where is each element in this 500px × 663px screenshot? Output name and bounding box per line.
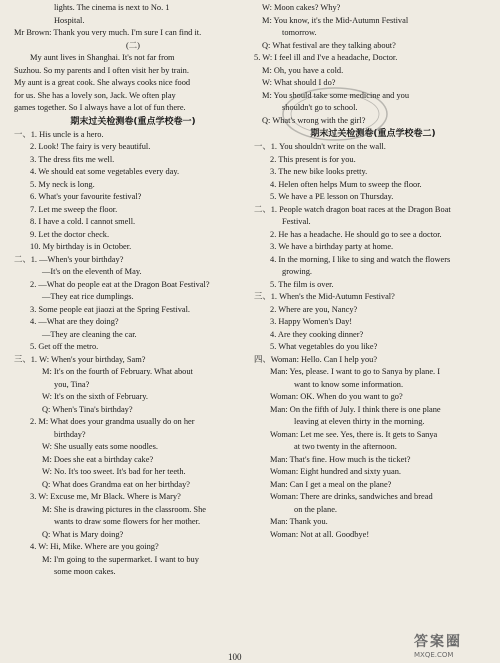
text-line: 5. W: I feel ill and I've a headache, Doctor. [254,53,398,62]
text-line: (二) [126,40,140,50]
text-line: 5. Get off the metro. [30,342,99,351]
text-line: W: What should I do? [262,78,336,87]
text-line: Festival. [282,217,311,226]
text-line: 4. In the morning, I like to sing and watch the flowers [270,254,451,264]
text-line: Suzhou. So my parents and I often visit her by train. [14,65,189,75]
text-line: you, Tina? [54,379,90,389]
right-column [254,2,492,541]
text-line: 3. W: Excuse me, Mr Black. Where is Mary? [30,492,181,501]
stamp-mark [280,84,390,144]
text-line: 4. W: Hi, Mike. Where are you going? [30,542,159,551]
text-line: Woman: Let me see. Yes, there is. It gets to Sanya [270,429,438,439]
text-line: —They are cleaning the car. [42,329,137,339]
section-heading: 期末过关检测卷(重点学校卷二) [310,129,436,139]
text-line: wants to draw some flowers for her mother. [54,517,201,526]
text-line: —They eat rice dumplings. [42,292,134,301]
text-line: lights. The cinema is next to No. 1 [54,3,170,12]
text-line: on the plane. [294,504,338,514]
text-line: 10. My birthday is in October. [30,242,132,251]
text-line: My aunt is a great cook. She always cooks nice food [14,78,191,87]
text-line: 6. What's your favourite festival? [30,192,142,201]
text-line: Man: That's fine. How much is the ticket? [270,454,411,464]
text-line: 三、1. When's the Mid-Autumn Festival? [254,292,395,301]
text-line: Man: Yes, please. I want to go to Sanya by plane. I [270,367,441,376]
text-line: W: No. It's too sweet. It's bad for her teeth. [42,467,186,476]
text-line: 3. Some people eat jiaozi at the Spring Festival. [30,304,191,314]
text-line: shouldn't go to school. [282,103,358,112]
text-line: M: You know, it's the Mid-Autumn Festival [262,15,409,25]
text-line: Q: When's Tina's birthday? [42,404,133,414]
text-line: some moon cakes. [54,567,116,576]
text-line: M: You should take some medicine and you [262,90,410,100]
text-line: M: Oh, you have a cold. [262,65,344,75]
text-line: 4. Are they cooking dinner? [270,329,364,339]
text-line: 2. This present is for you. [270,154,356,164]
text-line: 3. The dress fits me well. [30,154,115,164]
text-line: tomorrow. [282,28,317,37]
text-line: 三、1. W: When's your birthday, Sam? [14,354,146,364]
text-line: 9. Let the doctor check. [30,229,110,239]
section-heading: 期末过关检测卷(重点学校卷一) [70,116,196,127]
text-line: 3. We have a birthday party at home. [270,242,394,251]
text-line: 4. Helen often helps Mum to sweep the floor. [270,179,422,189]
watermark-logo: 答案圈 [414,634,462,650]
text-line: Q: What is Mary doing? [42,529,124,539]
text-line: Woman: There are drinks, sandwiches and bread [270,492,433,501]
text-line: M: She is drawing pictures in the classroom. She [42,504,206,514]
text-line: Woman: OK. When do you want to go? [270,392,403,401]
text-line: 3. The new bike looks pretty. [270,167,368,176]
text-line: 4. —What are they doing? [30,317,119,326]
site-watermark [414,631,494,661]
text-line: M: It's on the fourth of February. What about [42,367,193,376]
text-line: My aunt lives in Shanghai. It's not far from [30,53,175,62]
text-line: want to know some information. [294,379,404,389]
text-line: 2. —What do people eat at the Dragon Boat Festival? [30,279,210,289]
text-line: 一、1. His uncle is a hero. [14,129,104,139]
text-line: growing. [282,267,313,276]
text-line: 5. What vegetables do you like? [270,342,378,351]
text-line: —It's on the eleventh of May. [42,267,142,276]
text-line: 5. We have a PE lesson on Thursday. [270,192,394,201]
text-line: 二、1. —When's your birthday? [14,254,124,264]
text-line: 2. M: What does your grandma usually do on her [30,417,195,426]
text-line: 5. My neck is long. [30,179,95,189]
text-line: Woman: Eight hundred and sixty yuan. [270,467,401,476]
text-line: M: I'm going to the supermarket. I want to buy [42,554,199,564]
text-line: Hospital. [54,15,85,25]
left-column [14,2,252,579]
text-line: M: Does she eat a birthday cake? [42,454,154,464]
text-line: W: It's on the sixth of February. [42,392,149,401]
text-line: Q: What's wrong with the girl? [262,115,366,125]
text-line: 4. We should eat some vegetables every day. [30,167,180,176]
text-line: for us. She has a lovely son, Jack. We often play [14,90,176,100]
text-line: Q: What festival are they talking about? [262,40,396,50]
text-line: at two twenty in the afternoon. [294,442,397,451]
text-line: Man: Thank you. [270,517,328,526]
text-line: 2. Look! The fairy is very beautiful. [30,142,151,151]
text-line: 7. Let me sweep the floor. [30,204,118,214]
text-line: W: Moon cakes? Why? [262,3,341,12]
watermark-url: MXQE.COM [414,651,454,659]
text-line: Mr Brown: Thank you very much. I'm sure I can find it. [14,28,202,37]
text-line: games together. So I always have a lot of fun there. [14,103,186,112]
page-number: 100 [228,652,242,662]
text-line: W: She usually eats some noodles. [42,442,158,451]
text-line: 二、1. People watch dragon boat races at the Dragon Boat [254,204,451,214]
text-line: Woman: Not at all. Goodbye! [270,529,370,539]
text-line: 3. Happy Women's Day! [270,317,353,326]
text-line: Man: Can I get a meal on the plane? [270,479,392,489]
text-line: 5. The film is over. [270,279,334,289]
text-line: leaving at eleven thirty in the morning. [294,417,425,426]
text-line: birthday? [54,429,86,439]
text-line: 2. Where are you, Nancy? [270,304,358,314]
text-line: Q: What does Grandma eat on her birthday? [42,479,190,489]
text-line: 2. He has a headache. He should go to see a doctor. [270,229,442,239]
text-line: Man: On the fifth of July. I think there is one plane [270,404,441,414]
text-line: 一、1. You shouldn't write on the wall. [254,142,386,151]
text-line: 8. I have a cold. I cannot smell. [30,217,136,226]
text-line: 四、Woman: Hello. Can I help you? [254,354,378,364]
